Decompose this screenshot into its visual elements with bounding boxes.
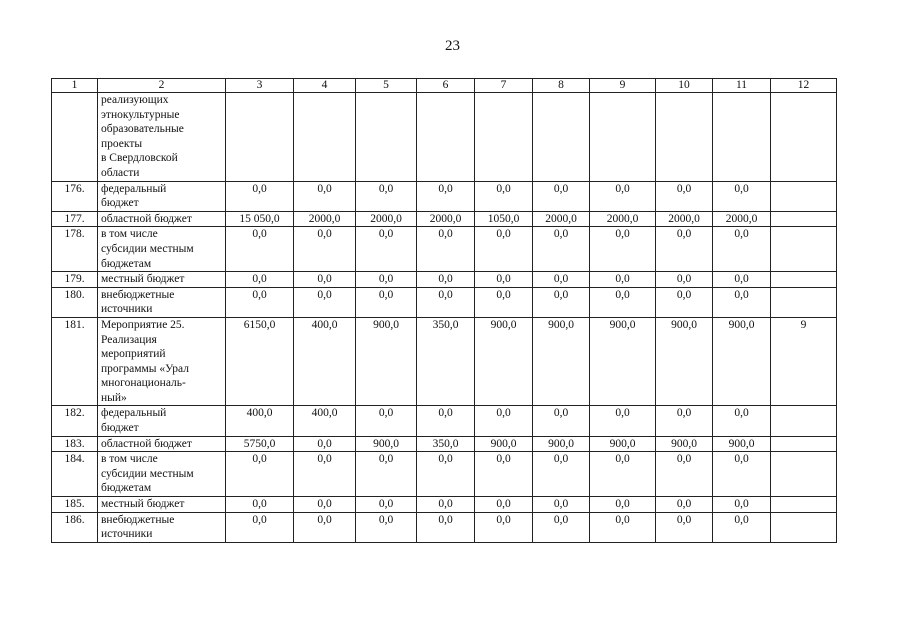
value-cell: 0,0 bbox=[356, 452, 417, 497]
column-header: 9 bbox=[590, 79, 656, 93]
column-header: 7 bbox=[475, 79, 533, 93]
target-indicator-cell bbox=[771, 181, 837, 211]
row-number: 176. bbox=[52, 181, 98, 211]
value-cell: 900,0 bbox=[656, 317, 713, 406]
value-cell: 0,0 bbox=[590, 406, 656, 436]
value-cell: 2000,0 bbox=[533, 211, 590, 227]
header-row bbox=[52, 79, 837, 93]
value-cell: 0,0 bbox=[533, 227, 590, 272]
page-number: 23 bbox=[445, 38, 460, 54]
value-cell: 0,0 bbox=[226, 227, 294, 272]
table-row bbox=[52, 287, 837, 317]
value-cell: 0,0 bbox=[475, 512, 533, 542]
value-cell: 0,0 bbox=[294, 272, 356, 288]
row-number: 180. bbox=[52, 287, 98, 317]
table-row bbox=[52, 512, 837, 542]
value-cell: 2000,0 bbox=[713, 211, 771, 227]
row-number: 181. bbox=[52, 317, 98, 406]
value-cell: 0,0 bbox=[656, 406, 713, 436]
value-cell: 1050,0 bbox=[475, 211, 533, 227]
value-cell: 6150,0 bbox=[226, 317, 294, 406]
table-row bbox=[52, 497, 837, 513]
value-cell: 900,0 bbox=[656, 436, 713, 452]
column-header: 3 bbox=[226, 79, 294, 93]
row-label: внебюджетные источники bbox=[98, 512, 226, 542]
value-cell: 0,0 bbox=[713, 512, 771, 542]
value-cell: 0,0 bbox=[475, 227, 533, 272]
value-cell: 0,0 bbox=[356, 287, 417, 317]
table-row bbox=[52, 317, 837, 406]
value-cell: 400,0 bbox=[294, 317, 356, 406]
column-header: 10 bbox=[656, 79, 713, 93]
value-cell bbox=[294, 93, 356, 182]
value-cell: 0,0 bbox=[713, 227, 771, 272]
value-cell: 0,0 bbox=[226, 287, 294, 317]
value-cell: 0,0 bbox=[656, 452, 713, 497]
value-cell: 0,0 bbox=[417, 512, 475, 542]
value-cell bbox=[417, 93, 475, 182]
value-cell: 0,0 bbox=[656, 272, 713, 288]
value-cell: 0,0 bbox=[713, 272, 771, 288]
value-cell: 0,0 bbox=[294, 452, 356, 497]
value-cell: 0,0 bbox=[417, 287, 475, 317]
value-cell: 0,0 bbox=[226, 497, 294, 513]
value-cell: 0,0 bbox=[475, 406, 533, 436]
value-cell: 0,0 bbox=[356, 406, 417, 436]
value-cell: 0,0 bbox=[590, 227, 656, 272]
value-cell: 0,0 bbox=[417, 406, 475, 436]
value-cell: 900,0 bbox=[713, 436, 771, 452]
row-number: 186. bbox=[52, 512, 98, 542]
value-cell: 0,0 bbox=[533, 272, 590, 288]
table-row bbox=[52, 272, 837, 288]
value-cell: 0,0 bbox=[590, 287, 656, 317]
target-indicator-cell bbox=[771, 452, 837, 497]
row-label: местный бюджет bbox=[98, 497, 226, 513]
value-cell bbox=[226, 93, 294, 182]
row-label: реализующих этнокультурные образовательные проекты в Свердловской области bbox=[98, 93, 226, 182]
column-header: 1 bbox=[52, 79, 98, 93]
value-cell bbox=[590, 93, 656, 182]
value-cell: 0,0 bbox=[226, 272, 294, 288]
table-body bbox=[52, 93, 837, 543]
value-cell: 0,0 bbox=[656, 512, 713, 542]
value-cell: 0,0 bbox=[713, 452, 771, 497]
value-cell: 400,0 bbox=[226, 406, 294, 436]
row-label: областной бюджет bbox=[98, 436, 226, 452]
row-number: 185. bbox=[52, 497, 98, 513]
table-row bbox=[52, 211, 837, 227]
target-indicator-cell bbox=[771, 272, 837, 288]
value-cell: 900,0 bbox=[533, 317, 590, 406]
value-cell: 5750,0 bbox=[226, 436, 294, 452]
target-indicator-cell bbox=[771, 436, 837, 452]
value-cell: 350,0 bbox=[417, 436, 475, 452]
value-cell: 0,0 bbox=[294, 181, 356, 211]
value-cell: 0,0 bbox=[713, 406, 771, 436]
value-cell: 2000,0 bbox=[294, 211, 356, 227]
table-row bbox=[52, 452, 837, 497]
target-indicator-cell bbox=[771, 211, 837, 227]
value-cell: 0,0 bbox=[590, 452, 656, 497]
value-cell: 2000,0 bbox=[417, 211, 475, 227]
value-cell: 0,0 bbox=[356, 497, 417, 513]
value-cell: 400,0 bbox=[294, 406, 356, 436]
value-cell: 900,0 bbox=[475, 436, 533, 452]
value-cell: 0,0 bbox=[475, 452, 533, 497]
row-number bbox=[52, 93, 98, 182]
value-cell: 0,0 bbox=[294, 512, 356, 542]
value-cell: 0,0 bbox=[475, 497, 533, 513]
value-cell: 0,0 bbox=[533, 181, 590, 211]
value-cell bbox=[713, 93, 771, 182]
value-cell: 0,0 bbox=[533, 497, 590, 513]
table-row bbox=[52, 406, 837, 436]
value-cell: 900,0 bbox=[356, 317, 417, 406]
value-cell: 0,0 bbox=[226, 452, 294, 497]
value-cell: 0,0 bbox=[294, 436, 356, 452]
column-header: 11 bbox=[713, 79, 771, 93]
value-cell: 0,0 bbox=[713, 181, 771, 211]
column-header: 5 bbox=[356, 79, 417, 93]
value-cell: 0,0 bbox=[656, 227, 713, 272]
value-cell: 2000,0 bbox=[590, 211, 656, 227]
target-indicator-cell bbox=[771, 512, 837, 542]
column-header: 12 bbox=[771, 79, 837, 93]
value-cell: 0,0 bbox=[475, 181, 533, 211]
value-cell: 0,0 bbox=[417, 227, 475, 272]
column-header: 2 bbox=[98, 79, 226, 93]
row-number: 179. bbox=[52, 272, 98, 288]
row-label: федеральный бюджет bbox=[98, 181, 226, 211]
value-cell: 0,0 bbox=[713, 497, 771, 513]
value-cell bbox=[356, 93, 417, 182]
value-cell: 0,0 bbox=[226, 181, 294, 211]
value-cell: 0,0 bbox=[417, 272, 475, 288]
row-label: федеральный бюджет bbox=[98, 406, 226, 436]
row-label: местный бюджет bbox=[98, 272, 226, 288]
column-header: 4 bbox=[294, 79, 356, 93]
value-cell bbox=[533, 93, 590, 182]
value-cell: 900,0 bbox=[356, 436, 417, 452]
value-cell: 0,0 bbox=[533, 287, 590, 317]
value-cell: 0,0 bbox=[417, 181, 475, 211]
table-row bbox=[52, 93, 837, 182]
value-cell: 0,0 bbox=[475, 272, 533, 288]
value-cell: 0,0 bbox=[356, 272, 417, 288]
row-label: в том числе субсидии местным бюджетам bbox=[98, 452, 226, 497]
row-number: 177. bbox=[52, 211, 98, 227]
target-indicator-cell bbox=[771, 287, 837, 317]
column-header: 8 bbox=[533, 79, 590, 93]
value-cell: 0,0 bbox=[356, 227, 417, 272]
value-cell: 0,0 bbox=[294, 497, 356, 513]
value-cell: 0,0 bbox=[417, 497, 475, 513]
value-cell: 350,0 bbox=[417, 317, 475, 406]
value-cell: 0,0 bbox=[656, 287, 713, 317]
value-cell: 0,0 bbox=[226, 512, 294, 542]
value-cell: 2000,0 bbox=[656, 211, 713, 227]
value-cell: 0,0 bbox=[656, 497, 713, 513]
value-cell: 0,0 bbox=[590, 512, 656, 542]
value-cell: 15 050,0 bbox=[226, 211, 294, 227]
row-label: областной бюджет bbox=[98, 211, 226, 227]
target-indicator-cell bbox=[771, 497, 837, 513]
target-indicator-cell: 9 bbox=[771, 317, 837, 406]
value-cell: 0,0 bbox=[356, 512, 417, 542]
value-cell bbox=[656, 93, 713, 182]
value-cell: 0,0 bbox=[590, 181, 656, 211]
value-cell: 0,0 bbox=[533, 452, 590, 497]
row-label: внебюджетные источники bbox=[98, 287, 226, 317]
value-cell: 0,0 bbox=[533, 406, 590, 436]
value-cell: 0,0 bbox=[533, 512, 590, 542]
value-cell: 900,0 bbox=[590, 317, 656, 406]
row-label: Мероприятие 25. Реализация мероприятий программы «Урал многонациональ- ный» bbox=[98, 317, 226, 406]
target-indicator-cell bbox=[771, 406, 837, 436]
value-cell: 0,0 bbox=[656, 181, 713, 211]
value-cell: 0,0 bbox=[590, 272, 656, 288]
value-cell: 0,0 bbox=[475, 287, 533, 317]
value-cell: 0,0 bbox=[356, 181, 417, 211]
value-cell: 2000,0 bbox=[356, 211, 417, 227]
row-number: 184. bbox=[52, 452, 98, 497]
value-cell: 900,0 bbox=[533, 436, 590, 452]
value-cell: 0,0 bbox=[590, 497, 656, 513]
target-indicator-cell bbox=[771, 93, 837, 182]
column-header: 6 bbox=[417, 79, 475, 93]
table-row bbox=[52, 436, 837, 452]
value-cell: 0,0 bbox=[713, 287, 771, 317]
target-indicator-cell bbox=[771, 227, 837, 272]
value-cell: 900,0 bbox=[590, 436, 656, 452]
value-cell: 900,0 bbox=[713, 317, 771, 406]
row-number: 183. bbox=[52, 436, 98, 452]
value-cell: 0,0 bbox=[417, 452, 475, 497]
row-number: 182. bbox=[52, 406, 98, 436]
value-cell: 0,0 bbox=[294, 287, 356, 317]
value-cell bbox=[475, 93, 533, 182]
row-number: 178. bbox=[52, 227, 98, 272]
value-cell: 900,0 bbox=[475, 317, 533, 406]
table-row bbox=[52, 181, 837, 211]
row-label: в том числе субсидии местным бюджетам bbox=[98, 227, 226, 272]
table-row bbox=[52, 227, 837, 272]
value-cell: 0,0 bbox=[294, 227, 356, 272]
budget-table bbox=[51, 78, 837, 543]
